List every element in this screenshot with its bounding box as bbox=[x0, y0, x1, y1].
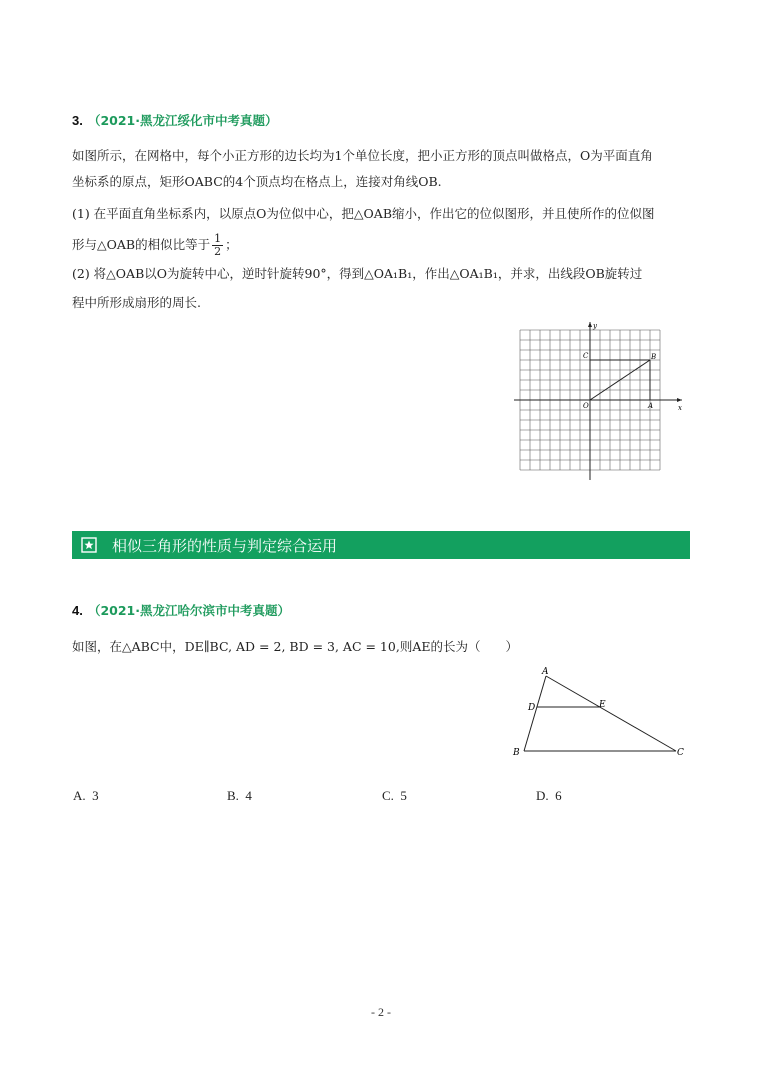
question-number: 3. bbox=[72, 113, 83, 128]
option-b[interactable] bbox=[227, 788, 252, 804]
label-a: A bbox=[648, 402, 654, 410]
label-b: B bbox=[513, 748, 520, 758]
question-3-header bbox=[72, 110, 277, 129]
axes bbox=[514, 322, 682, 480]
coordinate-grid-figure bbox=[510, 318, 690, 488]
option-letter: A. bbox=[73, 788, 86, 803]
q3-text-line-3: (1) 在平面直角坐标系内，以原点O为位似中心，把△OAB缩小，作出它的位似图形，并且使所作的位似图 bbox=[72, 206, 655, 221]
label-x: x bbox=[678, 404, 682, 412]
x-axis-arrow-icon bbox=[677, 398, 682, 402]
side-ab bbox=[524, 676, 546, 751]
question-4-header bbox=[72, 600, 290, 619]
q4-stem: 如图，在△ABC中，DE∥BC, AD = 2, BD = 3, AC = 10,则AE的长为（ ） bbox=[72, 639, 518, 654]
label-c: C bbox=[677, 748, 684, 758]
option-value: 6 bbox=[555, 788, 562, 803]
option-letter: D. bbox=[536, 788, 549, 803]
section-banner bbox=[72, 531, 690, 559]
label-e: E bbox=[599, 700, 606, 710]
option-value: 3 bbox=[92, 788, 99, 803]
triangle-abc-figure bbox=[508, 664, 692, 764]
label-a: A bbox=[542, 667, 549, 677]
fraction-denominator: 2 bbox=[214, 245, 222, 258]
question-number: 4. bbox=[72, 603, 83, 618]
option-value: 5 bbox=[400, 788, 407, 803]
q3-text-line-5: (2) 将△OAB以O为旋转中心，逆时针旋转90°，得到△OA₁B₁，作出△OA₁B₁，并求，出线段OB旋转过 bbox=[72, 266, 643, 281]
q3-line-4-text: 形与△OAB的相似比等于 bbox=[72, 237, 211, 252]
q3-text-line-2: 坐标系的原点，矩形OABC的4个顶点均在格点上，连接对角线OB. bbox=[72, 174, 442, 189]
q3-text-line-1: 如图所示，在网格中，每个小正方形的边长均为1个单位长度，把小正方形的顶点叫做格点，O为平面直角 bbox=[72, 148, 653, 163]
option-c[interactable] bbox=[382, 788, 407, 804]
question-source: （2021·黑龙江绥化市中考真题） bbox=[87, 113, 278, 128]
option-letter: C. bbox=[382, 788, 394, 803]
section-title: 相似三角形的性质与判定综合运用 bbox=[112, 537, 338, 555]
fraction-numerator: 1 bbox=[214, 232, 222, 245]
side-ac bbox=[546, 676, 676, 751]
option-d[interactable] bbox=[536, 788, 562, 804]
label-o: O bbox=[583, 402, 589, 410]
page-number: - 2 - bbox=[371, 1005, 391, 1019]
q3-line-4-end: ； bbox=[225, 237, 238, 252]
label-b: B bbox=[651, 353, 657, 361]
q3-text-line-6: 程中所形成扇形的周长. bbox=[72, 295, 201, 310]
label-c: C bbox=[583, 352, 589, 360]
bookmark-star-icon bbox=[81, 537, 97, 553]
q3-text-line-4 bbox=[72, 228, 238, 262]
y-axis-arrow-icon bbox=[588, 322, 592, 327]
option-letter: B. bbox=[227, 788, 239, 803]
label-y: y bbox=[593, 322, 597, 330]
label-d: D bbox=[528, 703, 536, 713]
question-source: （2021·黑龙江哈尔滨市中考真题） bbox=[87, 603, 290, 618]
option-value: 4 bbox=[245, 788, 252, 803]
fraction-one-half bbox=[212, 233, 223, 258]
option-a[interactable] bbox=[73, 788, 99, 804]
